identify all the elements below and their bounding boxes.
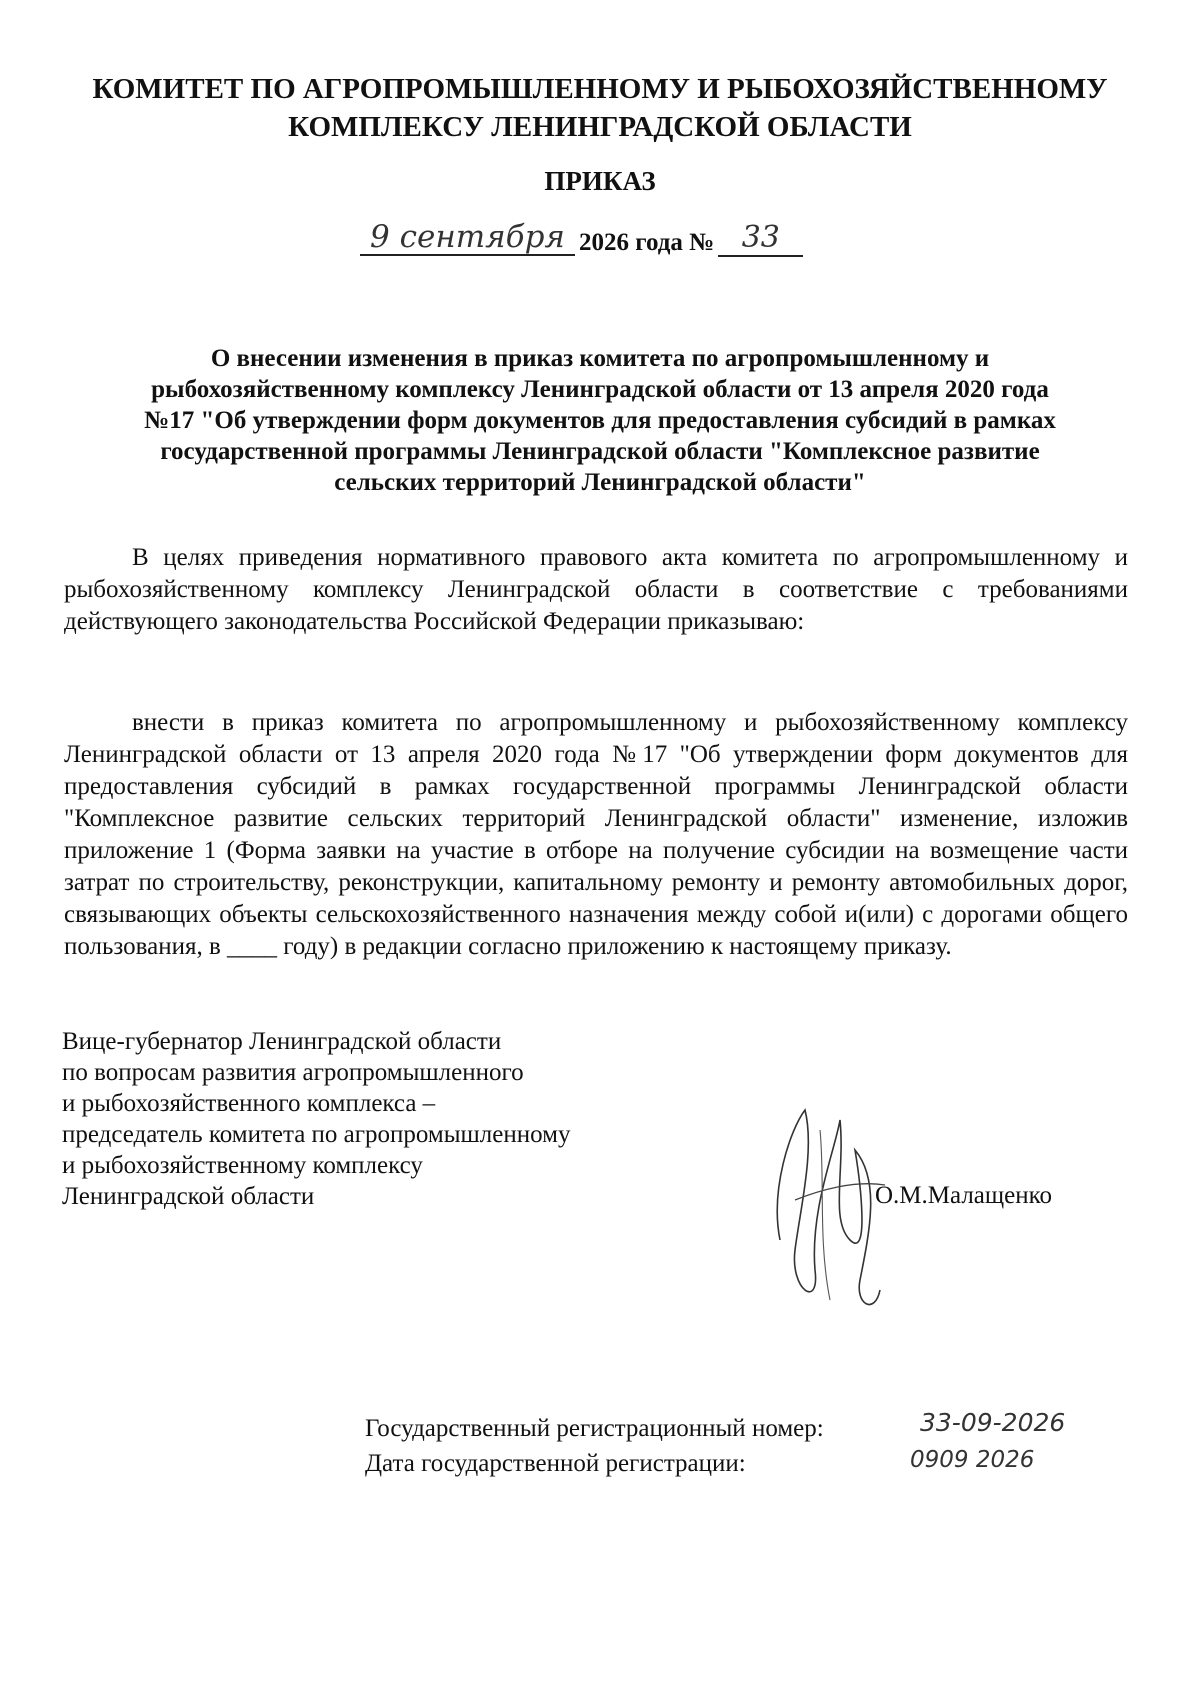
subject-line-1: О внесении изменения в приказ комитета по агропромышленному и <box>210 345 990 372</box>
org-name-line-1: КОМИТЕТ ПО АГРОПРОМЫШЛЕННОМУ И РЫБОХОЗЯЙСТВЕННОМУ <box>92 73 1108 105</box>
order-subject <box>70 343 1130 498</box>
order-year-label: 2026 года № <box>579 229 715 256</box>
preamble-paragraph: В целях приведения нормативного правового акта комитета по агропромышленному и рыбохозяйственному комплексу Ленинградской области в соответствие с требованиями действующего законодательства Российской Федерации приказываю: <box>64 544 1128 635</box>
signer-title-line-3: и рыбохозяйственного комплекса – <box>62 1090 436 1117</box>
registration-number-label: Государственный регистрационный номер: <box>365 1415 824 1442</box>
signer-title <box>62 1026 570 1212</box>
handwritten-signature <box>760 1090 900 1330</box>
handwritten-order-number: 33 <box>718 221 803 257</box>
signer-title-line-6: Ленинградской области <box>62 1183 315 1210</box>
subject-line-4: государственной программы Ленинградской области "Комплексное развитие <box>160 438 1040 465</box>
subject-line-2: рыбохозяйственному комплексу Ленинградской области от 13 апреля 2020 года <box>151 376 1049 403</box>
handwritten-date: 9 сентября <box>360 220 575 256</box>
subject-line-5: сельских территорий Ленинградской области" <box>334 469 866 496</box>
signer-name: О.М.Малащенко <box>875 1182 1053 1209</box>
registration-date-label: Дата государственной регистрации: <box>365 1450 746 1477</box>
signer-title-line-5: и рыбохозяйственному комплексу <box>62 1152 423 1179</box>
signer-title-line-4: председатель комитета по агропромышленному <box>62 1121 571 1148</box>
signer-title-line-1: Вице-губернатор Ленинградской области <box>62 1028 502 1055</box>
org-name-line-2: КОМПЛЕКСУ ЛЕНИНГРАДСКОЙ ОБЛАСТИ <box>288 111 912 143</box>
order-paragraph: внести в приказ комитета по агропромышленному и рыбохозяйственному комплексу Ленинградской области от 13 апреля 2020 года №17 "Об утверждении форм документов для предоставления субсидий в рамках государственной программы Ленинградской области "Комплексное развитие сельских территорий Ленинградской области" изменение, изложив приложение 1 (Форма заявки на участие в отборе на получение субсидии на возмещение части затрат по строительству, реконструкции, капитальному ремонту и ремонту автомобильных дорог, связывающих объекты сельскохозяйственного назначения между собой и(или) с дорогами общего пользования, в ____ году) в редакции согласно приложению к настоящему приказу. <box>64 709 1128 960</box>
subject-line-3: №17 "Об утверждении форм документов для предоставления субсидий в рамках <box>144 407 1056 434</box>
order-date-line <box>360 220 803 270</box>
signer-title-line-2: по вопросам развития агропромышленного <box>62 1059 524 1086</box>
registration-number-value: 33-09-2026 <box>920 1408 1066 1437</box>
registration-date-value: 0909 2026 <box>910 1447 1035 1473</box>
document-type-title: ПРИКАЗ <box>544 166 656 196</box>
organization-header <box>60 70 1140 146</box>
